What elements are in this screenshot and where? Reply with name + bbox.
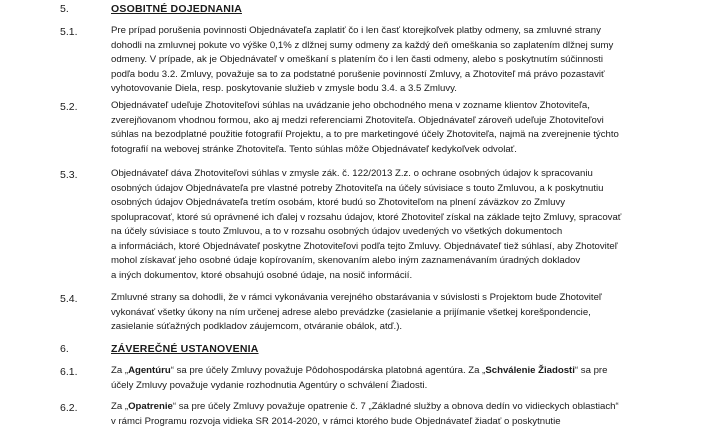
text-fragment: “ sa pre — [575, 365, 608, 376]
clause-number: 6.1. — [60, 365, 78, 379]
text-line: a iných dokumentov, ktoré obsahujú osobné údaje, na nosič informácií. — [111, 269, 699, 284]
clause-number: 5.2. — [60, 100, 78, 114]
text-line: vyhotovovanie Diela, resp. poskytovanie služieb v zmysle bodu 3.4. a 3.5 Zmluvy. — [111, 82, 699, 97]
text-line: a informáciách, ktoré Objednávateľ poskytne Zhotoviteľovi podľa tejto Zmluvy. Objednávateľ tiež súhlasí, aby Zhotoviteľ — [111, 240, 699, 255]
clause-5-3-text — [111, 167, 699, 283]
text-line: Zmluvné strany sa dohodli, že v rámci vykonávania verejného obstarávania v súvislosti s Projektom bude Zhotoviteľ — [111, 291, 699, 306]
text-line: na účely súvisiace s touto Zmluvou, a to v rozsahu osobných údajov uvedených vo všetkých dokumentoch — [111, 225, 699, 240]
text-line: podľa bodu 3.2. Zmluvy, považuje sa to za podstatné porušenie povinností Zmluvy, a Zhotoviteľ má právo pozastaviť — [111, 68, 699, 83]
defined-term: Agentúru — [128, 365, 171, 376]
text-line: v rámci Programu rozvoja vidieka SR 2014-2020, v rámci ktorého bude Objednávateľ žiadať o poskytnutie — [111, 415, 699, 429]
section-number: 5. — [60, 2, 69, 16]
clause-6-1-text — [111, 364, 699, 393]
text-line: zasielanie súťažných podkladov záujemcom, otváranie obálok, atď.). — [111, 320, 699, 335]
text-line: dohodli na zmluvnej pokute vo výške 0,1% z dlžnej sumy odmeny za každý deň omeškania so zaplatením dlžnej sumy — [111, 39, 699, 54]
text-line: vykonávať všetky úkony na ním určenej adrese alebo prevádzke (zasielanie a prijímanie všetkej korešpondencie, — [111, 306, 699, 321]
text-line: Pre prípad porušenia povinnosti Objednávateľa zaplatiť čo i len časť ktorejkoľvek platby odmeny, sa zmluvné strany — [111, 24, 699, 39]
text-line: Objednávateľ udeľuje Zhotoviteľovi súhlas na uvádzanie jeho obchodného mena v zozname klientov Zhotoviteľa, — [111, 99, 699, 114]
clause-6-2-text — [111, 400, 699, 429]
clause-number: 5.1. — [60, 25, 78, 39]
defined-term: Opatrenie — [128, 401, 173, 412]
clause-number: 6.2. — [60, 401, 78, 415]
text-fragment: “ sa pre účely Zmluvy považuje Pôdohospodárska platobná agentúra. Za „ — [171, 365, 486, 376]
clause-5-2-text — [111, 99, 699, 157]
text-fragment: Za „ — [111, 401, 128, 412]
text-line: spolupracovať, ktoré sú oprávnené ich ďalej v rozsahu údajov, ktoré Zhotoviteľ získal na základe tejto Zmluvy, spracovať — [111, 211, 699, 226]
text-line: odmeny. V prípade, ak je Objednávateľ v omeškaní s platením čo i len časti odmeny, alebo s poskytnutím súčinnosti — [111, 53, 699, 68]
text-line: osobných údajov Objednávateľa pre vlastné potreby Zhotoviteľa na účely súvisiace s touto Zmluvou, a k poskytnutiu — [111, 182, 699, 197]
text-line: účely Zmluvy považuje vydanie rozhodnutia Agentúry o schválení Žiadosti. — [111, 379, 699, 394]
text-line: súhlas na bezodplatné použitie fotografií Projektu, a to pre marketingové účely Zhotoviteľa, najmä na zverejnenie týchto — [111, 128, 699, 143]
clause-number: 5.4. — [60, 292, 78, 306]
text-fragment: “ sa pre účely Zmluvy považuje opatrenie č. 7 „Základné služby a obnova dedín vo vidieckych oblastiach“ — [173, 401, 619, 412]
text-line — [111, 400, 699, 415]
section-title: ZÁVEREČNÉ USTANOVENIA — [111, 342, 259, 356]
text-line: mohol získavať jeho osobné údaje kopírovaním, skenovaním alebo iným zaznamenávaním úradných dokladov — [111, 254, 699, 269]
text-fragment: Za „ — [111, 365, 128, 376]
clause-5-4-text — [111, 291, 699, 335]
text-line: Objednávateľ dáva Zhotoviteľovi súhlas v zmysle zák. č. 122/2013 Z.z. o ochrane osobných údajov k spracovaniu — [111, 167, 699, 182]
text-line: osobných údajov Objednávateľa tretím osobám, ktoré budú so Zhotoviteľom na plnení záväzkov zo Zmluvy — [111, 196, 699, 211]
text-line — [111, 364, 699, 379]
defined-term: Schválenie Žiadosti — [485, 365, 575, 376]
clause-number: 5.3. — [60, 168, 78, 182]
section-title: OSOBITNÉ DOJEDNANIA — [111, 2, 242, 16]
text-line: fotografií na webovej stránke Zhotoviteľa. Tento súhlas môže Objednávateľ kedykoľvek odvolať. — [111, 143, 699, 158]
section-number: 6. — [60, 342, 69, 356]
text-line: zverejňovanom vhodnou formou, ako aj medzi referenciami Zhotoviteľa. Objednávateľ zároveň udeľuje Zhotoviteľovi — [111, 114, 699, 129]
clause-5-1-text — [111, 24, 699, 97]
